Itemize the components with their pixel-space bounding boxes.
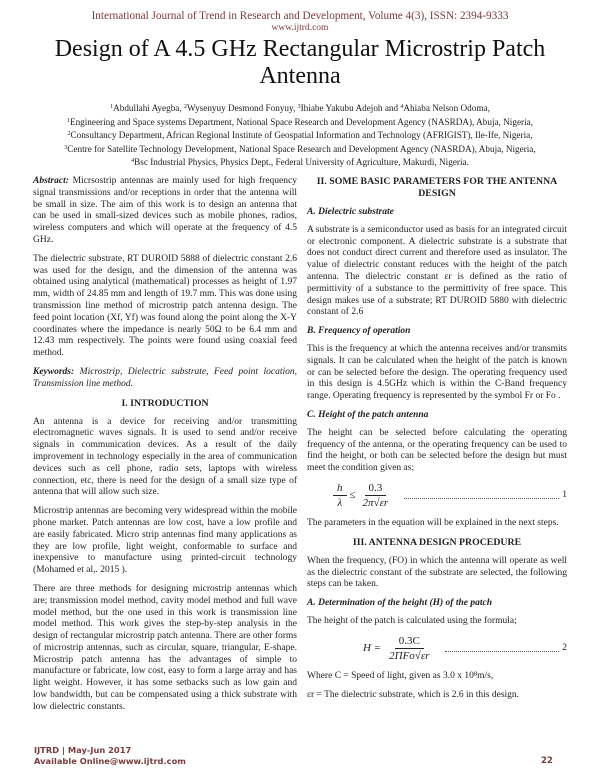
- left-column: [33, 176, 297, 721]
- eq1-rhs-fraction: [359, 482, 393, 510]
- eq1-leader-dots: [404, 492, 559, 499]
- paper-title: [0, 36, 600, 90]
- eq2-num: 0.3C: [395, 635, 424, 649]
- subheading-dielectric-substrate: A. Dielectric substrate: [307, 207, 394, 217]
- affiliation-text: Consultancy Department, African Regional Institute of Geospatial Information and Technology (AFRIGIST), Ile-Ife, Nigeria,: [70, 130, 533, 141]
- author-name: Abdullahi Ayegba,: [113, 103, 184, 113]
- affiliation: [0, 115, 600, 129]
- author-name: Ahiaba Nelson Odoma,: [403, 103, 490, 113]
- eq2-number: 2: [562, 642, 567, 653]
- page-footer: [34, 745, 186, 767]
- abstract-label: Abstract:: [33, 176, 69, 186]
- section-heading-introduction: I. INTRODUCTION: [121, 397, 209, 409]
- eq1-lhs-num: h: [333, 482, 347, 496]
- author-sup: 2: [183, 104, 187, 110]
- author-sup: 4: [400, 104, 404, 110]
- where-er: εr = The dielectric substrate, which is 2.6 in this design.: [307, 689, 520, 700]
- title-line-1: Design of A 4.5 GHz Rectangular Microstrip Patch: [54, 36, 546, 62]
- design-procedure-paragraph: When the frequency, (FO) in which the antenna will operate as well as the dielectric constant of the substrate are selected, the following steps can be taken.: [307, 555, 567, 590]
- author-sup: 3: [297, 104, 301, 110]
- abstract-paragraph-2: The dielectric substrate, RT DUROID 5888 of dielectric constant 2.6 was used for the design, and the dimension of the antenna was obtained using analytical (mathematical) processes as height of 1.97 mm, width of 24.85 mm and length of 19.7 mm. This was done using transmission line method of microstrip patch antenna design. The feed point location (Xf, Yf) was found along the point along the X-Y coordinates where the impedance is nearly 50Ω to be 6.4 mm and 12.43 mm respectively. The points were found using coaxial feed method.: [33, 253, 297, 359]
- affiliation-sup: 4: [131, 158, 135, 165]
- subheading-frequency: B. Frequency of operation: [307, 326, 411, 337]
- journal-header: International Journal of Trend in Research and Development, Volume 4(3), ISSN: 2394-9333: [91, 10, 509, 22]
- section-heading-design-procedure: III. ANTENNA DESIGN PROCEDURE: [352, 536, 522, 548]
- eq1-rhs-den: 2π√εr: [362, 496, 389, 509]
- height-formula-intro: The height of the patch is calculated using the formula;: [307, 615, 517, 626]
- eq1-note: The parameters in the equation will be explained in the next steps.: [307, 517, 559, 528]
- intro-paragraph-1: An antenna is a device for receiving and/or transmitting electromagnetic waves signals. It is used to send and/or receive signals in communication devices. As a result of the daily improvement in technology especially in the area of communication devices such as cell phone, radio sets, laptops with wireless connection, etc, there is need for the design of a small size type of antenna that will allow such size.: [33, 416, 297, 498]
- affiliation: [0, 142, 600, 156]
- section-heading-basic-parameters: II. SOME BASIC PARAMETERS FOR THE ANTENNA DESIGN: [316, 176, 558, 199]
- abstract-text: Micrsostrip antennas are mainly used for high frequency signal transmissions and/or receptions in order that the antenna will be small in size. The aim of this work is to design an antenna that can be used in small-sized devices such as mobile phones, radios, wireless computers and which will operate at the frequency of 4.5 GHz.: [33, 176, 297, 245]
- equation-2: [307, 635, 567, 663]
- author-name: Wysenyuy Desmond Fonyuy,: [186, 103, 298, 113]
- eq1-rhs-num: 0.3: [365, 482, 387, 496]
- eq2-leader-dots: [445, 645, 559, 652]
- equation-1: [307, 482, 567, 510]
- affiliation-text: Engineering and Space systems Department, National Space Research and Development Agency (NASRDA), Abuja, Nigeria,: [69, 116, 534, 127]
- affiliation-sup: 2: [67, 131, 71, 138]
- intro-paragraph-3: There are three methods for designing microstrip antennas which are; transmission model method, cavity model method and full wave model method, but the one used in this work is transmission line model method. This work gives the step-by-step analysis in the design of rectangular microstrip patch antenna. There are other forms of microstrip antennas, such as circular, square, triangular, E-shape. Microstrip patch antenna has the advantages of simple to manufacture or fabricate, low cost, easy to form a large array and has light weight. However, it has some setbacks such as low gain and low bandwidth, but can be compensated using a thick substrate with low dielectric constants.: [33, 583, 297, 712]
- eq1-lhs-den: λ: [337, 496, 343, 509]
- author-sup: 1: [110, 104, 114, 110]
- eq1-number: 1: [562, 490, 567, 501]
- footer-issue: IJTRD | May-Jun 2017: [34, 745, 132, 755]
- subheading-determination-height: A. Determination of the height (H) of the patch: [307, 598, 492, 609]
- page-number: 22: [541, 756, 553, 766]
- eq2-lhs: H =: [363, 641, 382, 654]
- right-column: [307, 176, 567, 708]
- eq2-den: 2ΠFo√εr: [389, 649, 430, 662]
- affiliation: [0, 128, 600, 142]
- title-line-2: Antenna: [259, 63, 341, 89]
- abstract-paragraph: [33, 176, 297, 247]
- authors-block: [0, 101, 600, 169]
- journal-url: www.ijtrd.com: [271, 23, 329, 33]
- author-names: [0, 101, 600, 115]
- height-paragraph: The height can be selected before calculating the operating frequency of the antenna, or the operating frequency can be used to find the height, or both can be selected before the design but must meet the condition given as;: [307, 427, 567, 474]
- affiliation-sup: 1: [66, 117, 70, 124]
- affiliation-text: Centre for Satellite Technology Development, National Space Research and Development Agency (NASRDA), Abuja, Nigeria,: [67, 143, 536, 154]
- affiliation-text: Bsc Industrial Physics, Physics Dept., Federal University of Agriculture, Makurdi, Nigeria.: [134, 157, 469, 168]
- eq1-lhs-fraction: [333, 482, 347, 510]
- affiliation: [0, 155, 600, 169]
- keywords: [33, 367, 297, 391]
- intro-paragraph-2: Microstrip antennas are becoming very widespread within the mobile phone market. Patch antennas are low cost, have a low profile and are easily fabricated. Micro strip antennas find many applications as they are low profile, light weight, conformable to surface and inexpensive to manufacture using printed-circuit technology (Mohamed et al,. 2015 ).: [33, 506, 297, 576]
- eq2-fraction: [385, 635, 433, 663]
- frequency-paragraph: This is the frequency at which the antenna receives and/or transmits signals. It can be calculated when the height of the patch is known or can be selected before the design. The operating frequency used in this design is 4.5GHz which is within the C-Band frequency range. Operating frequency is represented by the symbol Fr or Fo .: [307, 343, 567, 402]
- keywords-text: Microstrip, Dielectric substrate, Feed point location, Transmission line method.: [33, 366, 297, 389]
- keywords-label: Keywords:: [33, 366, 75, 377]
- affiliation-sup: 3: [64, 144, 68, 151]
- author-name: Ihiabe Yakubu Adejoh and: [300, 103, 401, 113]
- where-c: Where C = Speed of light, given as 3.0 x 10⁸m/s,: [307, 670, 494, 681]
- dielectric-paragraph: A substrate is a semiconductor used as basis for an integrated circuit or electronic component. A dielectric substrate is a substrate that does not conduct direct current and therefore used as insulator. The value of dielectric constant reduces with the height of the patch antenna. The dielectric constant εr is defined as the ratio of permittivity of a substance to the permittivity of free space. This design makes use of a substrate; RT DUROID 5880 with dielectric constant of 2.6: [307, 224, 567, 318]
- eq1-operator: ≤: [349, 489, 356, 502]
- footer-availability: Available Online@www.ijtrd.com: [34, 756, 186, 766]
- subheading-height: C. Height of the patch antenna: [307, 409, 429, 420]
